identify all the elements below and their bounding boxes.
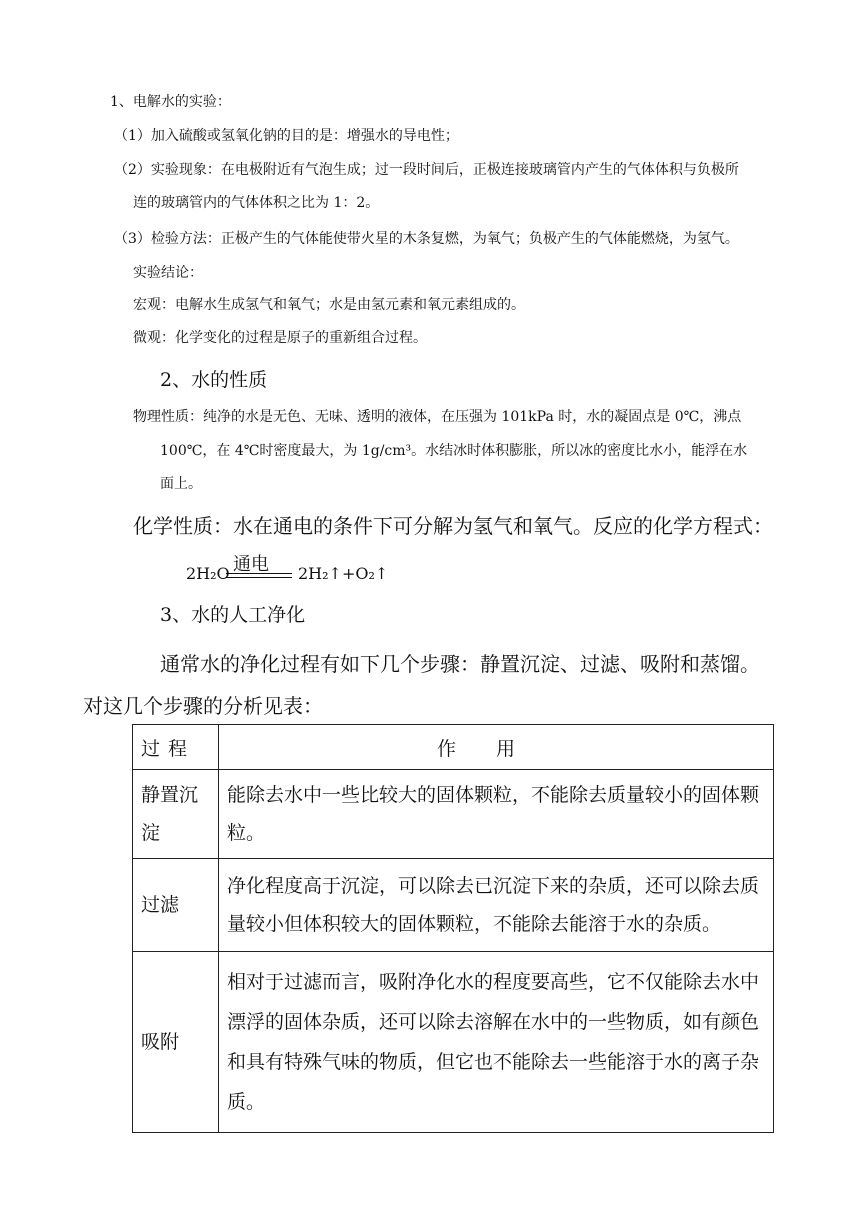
physical-properties-line3: 面上。: [160, 476, 202, 492]
equation-reactants: 2H₂O: [186, 564, 230, 583]
section3-heading: 3、水的人工净化: [160, 604, 306, 626]
conclusion-label: 实验结论：: [133, 265, 203, 281]
table-header-process: 过程: [133, 725, 219, 770]
section3-intro-line2: 对这几个步骤的分析见表：: [83, 694, 323, 718]
section3-intro-line1: 通常水的净化过程有如下几个步骤：静置沉淀、过滤、吸附和蒸馏。: [160, 652, 760, 676]
table-cell-process: 吸附: [133, 952, 219, 1133]
equation-bar: [226, 577, 292, 578]
table-row: [133, 859, 774, 952]
table-cell-function: 净化程度高于沉淀，可以除去已沉淀下来的杂质，还可以除去质量较小但体积较大的固体颗粒，不能除去能溶于水的杂质。: [219, 859, 774, 952]
equation-products: 2H₂↑+O₂↑: [298, 564, 389, 583]
chemical-equation: [186, 550, 446, 586]
table-header-function: 作用: [219, 725, 774, 770]
physical-properties-line1: 物理性质：纯净的水是无色、无味、透明的液体，在压强为 101kPa 时，水的凝固点是 0℃，沸点: [133, 409, 742, 425]
physical-properties-line2: 100℃，在 4℃时密度最大，为 1g/cm³。水结冰时体积膨胀，所以冰的密度比水小，能浮在水: [160, 443, 748, 459]
table-row: [133, 770, 774, 859]
table-cell-function: 相对于过滤而言，吸附净化水的程度要高些，它不仅能除去水中漂浮的固体杂质，还可以除去溶解在水中的一些物质，如有颜色和具有特殊气味的物质，但它也不能除去一些能溶于水的离子杂质。: [219, 952, 774, 1133]
section1-item1: （1）加入硫酸或氢氧化钠的目的是：增强水的导电性；: [114, 128, 459, 144]
table-cell-process: 过滤: [133, 859, 219, 952]
section1-heading: 1、电解水的实验：: [110, 94, 231, 110]
conclusion-micro: 微观：化学变化的过程是原子的重新组合过程。: [133, 330, 427, 346]
table-row: [133, 952, 774, 1133]
section1-item3: （3）检验方法：正极产生的气体能使带火星的木条复燃，为氧气；负极产生的气体能燃烧，为氢气。: [114, 231, 739, 247]
table-cell-function: 能除去水中一些比较大的固体颗粒，不能除去质量较小的固体颗粒。: [219, 770, 774, 859]
chemical-properties: 化学性质：水在通电的条件下可分解为氢气和氧气。反应的化学方程式：: [133, 514, 773, 538]
equation-condition: 通电: [233, 554, 269, 575]
section1-item2-line1: （2）实验现象：在电极附近有气泡生成；过一段时间后，正极连接玻璃管内产生的气体体积与负极所: [114, 162, 739, 178]
purification-table: [132, 724, 774, 1133]
equation-bar: [226, 573, 292, 574]
conclusion-macro: 宏观：电解水生成氢气和氧气；水是由氢元素和氧元素组成的。: [133, 297, 525, 313]
table-cell-process: 静置沉淀: [133, 770, 219, 859]
section2-heading: 2、水的性质: [160, 369, 268, 391]
section1-item2-line2: 连的玻璃管内的气体体积之比为 1：2。: [133, 195, 380, 211]
table-header-row: [133, 725, 774, 770]
